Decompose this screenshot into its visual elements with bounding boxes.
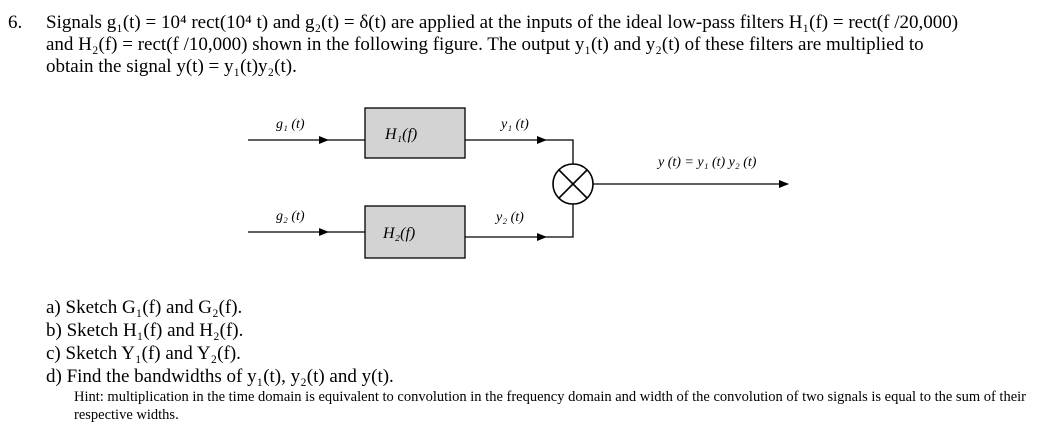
output1-wire (546, 140, 573, 164)
hint-text: Hint: multiplication in the time domain is equivalent to convolution in the frequency domain and width of the convolution of two signals is equal to the sum of their respective widths. (74, 389, 1027, 423)
problem-line: obtain the signal y(t) = y₁(t)y₂(t). (46, 56, 297, 77)
input1-label: g₁ (t) (276, 117, 305, 132)
output2-label: y₂ (t) (496, 210, 524, 225)
filter1-label: H₁(f) (385, 126, 418, 143)
problem-number: 6. (8, 12, 23, 33)
block-diagram-svg (240, 108, 800, 283)
block-diagram (240, 108, 800, 283)
problem-line: and H₂(f) = rect(f /10,000) shown in the following figure. The output y₁(t) and y₂(t) of these filters are multiplied to (46, 34, 924, 55)
filter2-label: H₂(f) (383, 225, 416, 242)
question-item: d) Find the bandwidths of y₁(t), y₂(t) and y(t). (46, 366, 394, 387)
output2-wire (546, 204, 573, 237)
question-item: c) Sketch Y₁(f) and Y₂(f). (46, 343, 241, 364)
question-item: a) Sketch G₁(f) and G₂(f). (46, 297, 243, 318)
question-list (46, 296, 394, 388)
problem-line: Signals g₁(t) = 10⁴ rect(10⁴ t) and g₂(t) = δ(t) are applied at the inputs of the ideal low-pass filters H₁(f) = rect(f /20,000) (46, 12, 959, 33)
question-item: b) Sketch H₁(f) and H₂(f). (46, 320, 244, 341)
output1-label: y₁ (t) (501, 117, 529, 132)
problem-statement (46, 12, 1051, 78)
input2-label: g₂ (t) (276, 209, 305, 224)
product-label: y (t) = y₁ (t) y₂ (t) (658, 155, 757, 170)
